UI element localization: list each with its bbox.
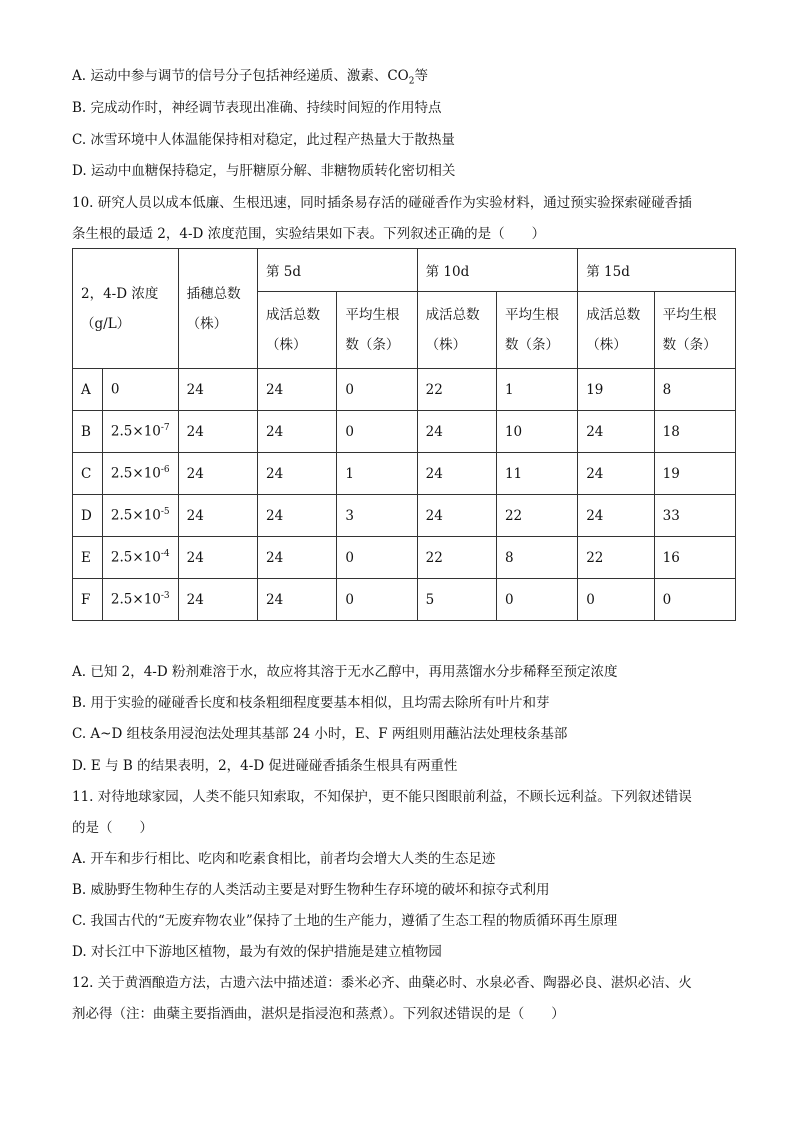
header-day10: 第 10d: [417, 249, 578, 292]
cell-total: 24: [178, 453, 257, 495]
cell-day5-roots: 1: [337, 453, 417, 495]
cell-total: 24: [178, 495, 257, 537]
header-total: 插穗总数 （株）: [178, 249, 257, 369]
cell-day10-roots: 11: [496, 453, 577, 495]
cell-day5-survive: 24: [258, 495, 337, 537]
cell-concentration: 0: [102, 369, 178, 411]
cell-day10-survive: 24: [417, 453, 496, 495]
subheader-roots: 平均生根 数（条）: [337, 292, 417, 369]
table-row: [73, 579, 736, 621]
cell-group: E: [73, 537, 103, 579]
cell-day10-survive: 22: [417, 537, 496, 579]
cell-day5-survive: 24: [258, 411, 337, 453]
cell-concentration: $2.5\times 10^{-3}$: [102, 579, 178, 621]
cell-day5-roots: 0: [337, 369, 417, 411]
q9-option-b: B. 完成动作时，神经调节表现出准确、持续时间短的作用特点: [72, 100, 442, 116]
cell-day10-roots: 10: [496, 411, 577, 453]
cell-concentration: $2.5\times 10^{-4}$: [102, 537, 178, 579]
cell-group: D: [73, 495, 103, 537]
cell-day15-roots: 33: [654, 495, 735, 537]
table-row: [73, 537, 736, 579]
cell-day10-survive: 24: [417, 411, 496, 453]
q10-option-d: D. E 与 B 的结果表明，2，4-D 促进碰碰香插条生根具有两重性: [72, 758, 458, 774]
q11-option-d: D. 对长江中下游地区植物，最为有效的保护措施是建立植物园: [72, 944, 442, 960]
cell-total: 24: [178, 369, 257, 411]
cell-day15-roots: 18: [654, 411, 735, 453]
table-row: [73, 369, 736, 411]
cell-day5-survive: 24: [258, 453, 337, 495]
cell-day15-roots: 0: [654, 579, 735, 621]
cell-day5-roots: 0: [337, 411, 417, 453]
cell-group: C: [73, 453, 103, 495]
cell-total: 24: [178, 579, 257, 621]
q12-stem-line1: 12. 关于黄酒酿造方法，古遗六法中描述道：黍米必齐、曲蘖必时、水泉必香、陶器必良、湛炽必洁、火: [72, 975, 692, 991]
q9-option-c: C. 冰雪环境中人体温能保持相对稳定，此过程产热量大于散热量: [72, 132, 455, 148]
q11-stem-line2: 的是（ ）: [72, 820, 153, 836]
q11-option-b: B. 威胁野生物种生存的人类活动主要是对野生物种生存环境的破坏和掠夺式利用: [72, 882, 550, 898]
table-row: [73, 495, 736, 537]
cell-day5-survive: 24: [258, 369, 337, 411]
cell-day15-roots: 16: [654, 537, 735, 579]
cell-day15-roots: 8: [654, 369, 735, 411]
results-table: [72, 248, 736, 621]
cell-total: 24: [178, 411, 257, 453]
cell-group: F: [73, 579, 103, 621]
subheader-roots: 平均生根 数（条）: [496, 292, 577, 369]
cell-day5-survive: 24: [258, 537, 337, 579]
cell-group: A: [73, 369, 103, 411]
header-day5: 第 5d: [258, 249, 418, 292]
q10-option-b: B. 用于实验的碰碰香长度和枝条粗细程度要基本相似，且均需去除所有叶片和芽: [72, 695, 550, 711]
subheader-survive: 成活总数 （株）: [417, 292, 496, 369]
header-day15: 第 15d: [578, 249, 736, 292]
header-concentration: 2，4-D 浓度 （g/L）: [73, 249, 179, 369]
cell-concentration: $2.5\times 10^{-5}$: [102, 495, 178, 537]
q9-option-d: D. 运动中血糖保持稳定，与肝糖原分解、非糖物质转化密切相关: [72, 163, 456, 179]
table-row: [73, 411, 736, 453]
cell-day15-survive: 19: [578, 369, 654, 411]
cell-total: 24: [178, 537, 257, 579]
cell-day10-survive: 24: [417, 495, 496, 537]
cell-day15-survive: 24: [578, 495, 654, 537]
cell-day10-roots: 1: [496, 369, 577, 411]
table-row: [73, 453, 736, 495]
q11-option-a: A. 开车和步行相比、吃肉和吃素食相比，前者均会增大人类的生态足迹: [72, 851, 496, 867]
cell-day15-survive: 24: [578, 411, 654, 453]
cell-day10-survive: 5: [417, 579, 496, 621]
q10-option-a: A. 已知 2，4-D 粉剂难溶于水，故应将其溶于无水乙醇中，再用蒸馏水分步稀释至预定浓度: [72, 664, 618, 680]
subheader-roots: 平均生根 数（条）: [654, 292, 735, 369]
q12-stem-line2: 剂必得（注：曲蘖主要指酒曲，湛炽是指浸泡和蒸煮）。下列叙述错误的是（ ）: [72, 1006, 565, 1022]
q9-option-a: A. 运动中参与调节的信号分子包括神经递质、激素、$CO_2$等: [72, 68, 428, 87]
q10-stem-line2: 条生根的最适 2，4-D 浓度范围，实验结果如下表。下列叙述正确的是（ ）: [72, 226, 546, 242]
cell-concentration: $2.5\times 10^{-7}$: [102, 411, 178, 453]
cell-day5-roots: 0: [337, 537, 417, 579]
q10-stem-line1: 10. 研究人员以成本低廉、生根迅速，同时插条易存活的碰碰香作为实验材料，通过预实验探索碰碰香插: [72, 195, 692, 211]
cell-day15-survive: 0: [578, 579, 654, 621]
cell-day10-survive: 22: [417, 369, 496, 411]
cell-concentration: $2.5\times 10^{-6}$: [102, 453, 178, 495]
cell-day10-roots: 8: [496, 537, 577, 579]
q11-stem-line1: 11. 对待地球家园，人类不能只知索取，不知保护，更不能只图眼前利益，不顾长远利益。下列叙述错误: [72, 789, 692, 805]
subheader-survive: 成活总数 （株）: [258, 292, 337, 369]
subheader-survive: 成活总数 （株）: [578, 292, 654, 369]
cell-day5-roots: 0: [337, 579, 417, 621]
q11-option-c: C. 我国古代的“无废弃物农业”保持了土地的生产能力，遵循了生态工程的物质循环再生原理: [72, 913, 618, 929]
cell-day15-survive: 22: [578, 537, 654, 579]
cell-day5-survive: 24: [258, 579, 337, 621]
cell-group: B: [73, 411, 103, 453]
cell-day10-roots: 0: [496, 579, 577, 621]
cell-day15-survive: 24: [578, 453, 654, 495]
cell-day15-roots: 19: [654, 453, 735, 495]
cell-day10-roots: 22: [496, 495, 577, 537]
q10-option-c: C. A~D 组枝条用浸泡法处理其基部 24 小时，E、F 两组则用蘸沾法处理枝条基部: [72, 726, 568, 742]
cell-day5-roots: 3: [337, 495, 417, 537]
